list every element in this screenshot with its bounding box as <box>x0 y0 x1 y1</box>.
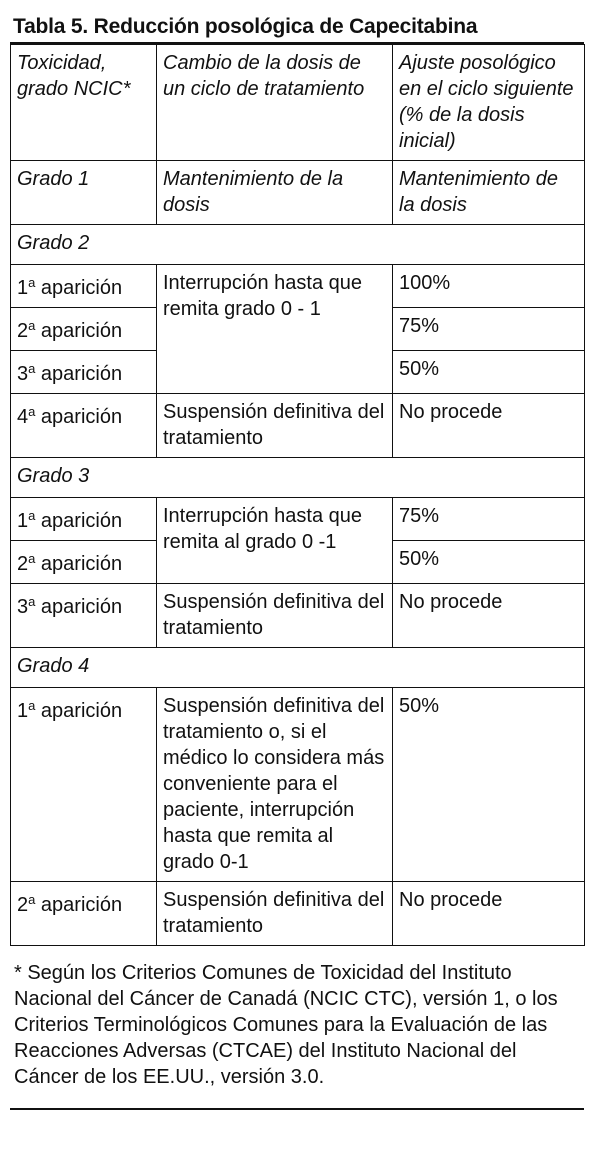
table-row <box>11 265 585 308</box>
adjust-cell: 75% <box>393 308 585 351</box>
dose-reduction-table <box>10 44 585 946</box>
document-page <box>10 0 584 1110</box>
grade2-label: Grado 2 <box>11 225 585 265</box>
occurrence-cell: 3$^a$ aparición <box>11 351 157 394</box>
grade2-change-suspend: Suspensión definitiva del tratamiento <box>157 394 393 458</box>
table-title: Tabla 5. Reducción posológica de Capecitabina <box>13 15 478 38</box>
grade4-change-first: Suspensión definitiva del tratamiento o, si el médico lo considera más conveniente para el paciente, interrupción hasta que remita al grado 0-1 <box>157 688 393 882</box>
table-row <box>11 394 585 458</box>
grade3-change-suspend: Suspensión definitiva del tratamiento <box>157 584 393 648</box>
bottom-rule <box>10 1108 584 1110</box>
grade2-change-interrupt: Interrupción hasta que remita grado 0 - 1 <box>157 265 393 394</box>
grade1-row <box>11 161 585 225</box>
table-row <box>11 584 585 648</box>
adjust-cell: No procede <box>393 882 585 946</box>
table-row <box>11 882 585 946</box>
header-dose-change: Cambio de la dosis de un ciclo de tratamiento <box>157 45 393 161</box>
adjust-cell: 50% <box>393 541 585 584</box>
footnote: * Según los Criterios Comunes de Toxicidad del Instituto Nacional del Cáncer de Canadá (NCIC CTC), versión 1, o los Criterios Terminológicos Comunes para la Evaluación de las Reacciones Adversas (CTCAE) del Instituto Nacional del Cáncer de los EE.UU., versión 3.0. <box>14 962 558 1088</box>
occurrence-cell: 2$^a$ aparición <box>11 541 157 584</box>
adjust-cell: 100% <box>393 265 585 308</box>
adjust-cell: 50% <box>393 688 585 882</box>
grade4-section-row <box>11 648 585 688</box>
occurrence-cell: 4$^a$ aparición <box>11 394 157 458</box>
header-dose-adjustment: Ajuste posológico en el ciclo siguiente (% de la dosis inicial) <box>393 45 585 161</box>
occurrence-cell: 2$^a$ aparición <box>11 882 157 946</box>
grade3-section-row <box>11 458 585 498</box>
table-row <box>11 688 585 882</box>
header-row <box>11 45 585 161</box>
grade1-adjust: Mantenimiento de la dosis <box>393 161 585 225</box>
grade4-label: Grado 4 <box>11 648 585 688</box>
adjust-cell: No procede <box>393 584 585 648</box>
occurrence-cell: 1$^a$ aparición <box>11 688 157 882</box>
grade3-change-interrupt: Interrupción hasta que remita al grado 0 -1 <box>157 498 393 584</box>
adjust-cell: 75% <box>393 498 585 541</box>
grade2-section-row <box>11 225 585 265</box>
adjust-cell: No procede <box>393 394 585 458</box>
occurrence-cell: 3$^a$ aparición <box>11 584 157 648</box>
grade3-label: Grado 3 <box>11 458 585 498</box>
occurrence-cell: 1$^a$ aparición <box>11 265 157 308</box>
adjust-cell: 50% <box>393 351 585 394</box>
table-row <box>11 498 585 541</box>
occurrence-cell: 1$^a$ aparición <box>11 498 157 541</box>
occurrence-cell: 2$^a$ aparición <box>11 308 157 351</box>
header-toxicity-grade: Toxicidad, grado NCIC* <box>11 45 157 161</box>
grade1-change: Mantenimiento de la dosis <box>157 161 393 225</box>
grade1-label: Grado 1 <box>11 161 157 225</box>
grade4-change-suspend: Suspensión definitiva del tratamiento <box>157 882 393 946</box>
